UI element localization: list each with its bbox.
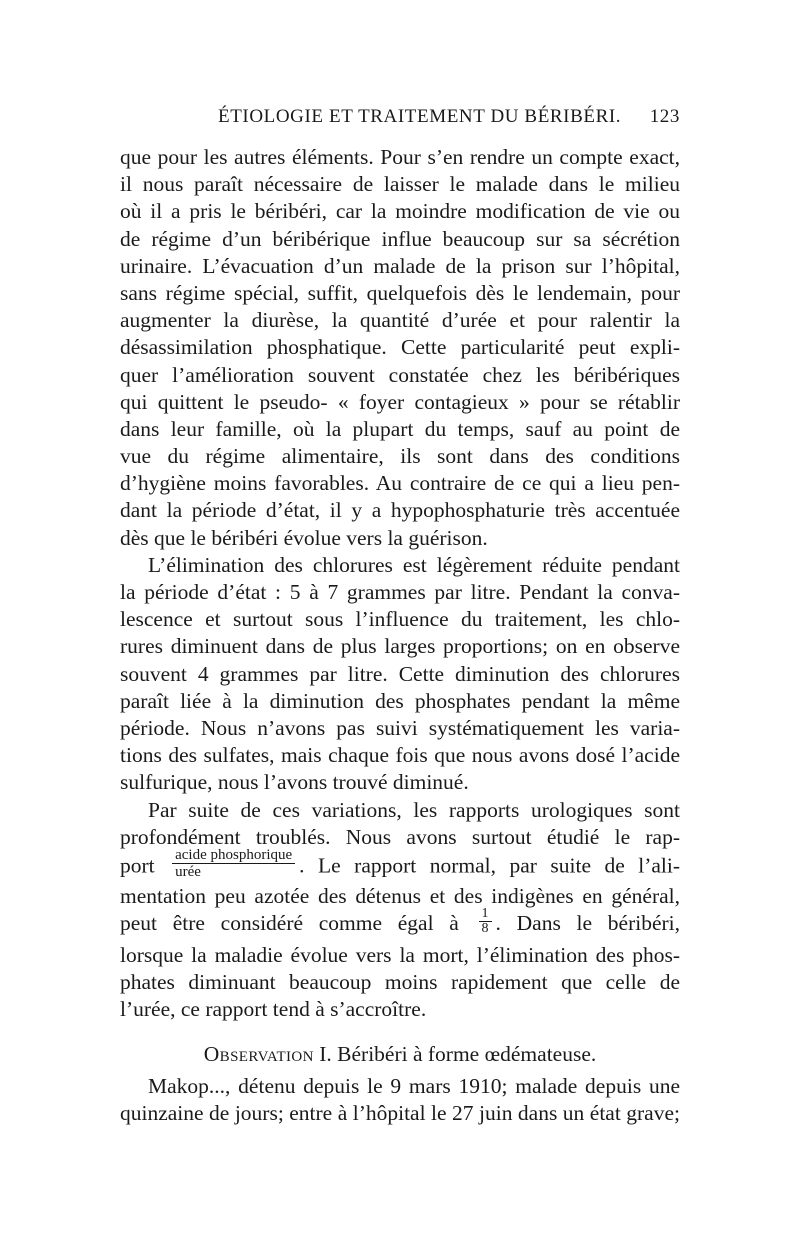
ratio-fraction — [172, 847, 295, 880]
text-line: dant la période d’état, il y a hypophosphaturie très accentuée — [120, 498, 680, 523]
text-line: augmenter la diurèse, la quantité d’urée et pour ralentir la — [120, 308, 680, 333]
observation-heading — [120, 1041, 680, 1068]
text-line: sulfurique, nous l’avons trouvé diminué. — [120, 770, 469, 795]
observation-heading-title: I. Béribéri à forme œdémateuse. — [313, 1042, 597, 1066]
text-line: qui quittent le pseudo- « foyer contagieux » pour se rétablir — [120, 389, 680, 414]
text-line: L’élimination des chlorures est légèrement réduite pendant — [148, 552, 680, 577]
text-line: période. Nous n’avons pas suivi systématiquement les varia- — [120, 715, 680, 740]
text-line: lorsque la maladie évolue vers la mort, l’élimination des phos- — [120, 943, 680, 968]
ratio-line-start: port — [120, 853, 155, 878]
ratio-line-end: . Le rapport normal, par suite de l’ali- — [299, 853, 680, 878]
page-number: 123 — [649, 106, 680, 127]
text-line: profondément troublés. Nous avons surtout étudié le rap- — [120, 824, 680, 849]
text-line: urinaire. L’évacuation d’un malade de la prison sur l’hôpital, — [120, 253, 680, 278]
text-line: paraît liée à la diminution des phosphates pendant la même — [120, 688, 680, 713]
fraction-line-end: . Dans le béribéri, — [495, 911, 680, 936]
running-head — [120, 106, 680, 136]
text-line: rures diminuent dans de plus larges proportions; on en observe — [120, 634, 680, 659]
ratio-numerator: acide phosphorique — [172, 847, 295, 864]
text-line: dès que le béribéri évolue vers la guérison. — [120, 525, 488, 550]
text-line: vue du régime alimentaire, ils sont dans des conditions — [120, 444, 680, 469]
text-line: Par suite de ces variations, les rapports urologiques sont — [148, 797, 680, 822]
ratio-denominator: urée — [175, 863, 201, 880]
text-line: l’urée, ce rapport tend à s’accroître. — [120, 997, 427, 1022]
body-text — [120, 144, 680, 1024]
fraction-line-start: peut être considéré comme égal à — [120, 911, 459, 936]
text-line: mentation peu azotée des détenus et des indigènes en général, — [120, 883, 680, 908]
running-head-title: ÉTIOLOGIE ET TRAITEMENT DU BÉRIBÉRI. — [218, 106, 622, 127]
text-line: quer l’amélioration souvent constatée chez les béribériques — [120, 362, 680, 387]
fraction-numerator: 1 — [479, 907, 492, 922]
text-line: de régime d’un béribérique influe beaucoup sur sa sécrétion — [120, 226, 680, 251]
text-line: la période d’état : 5 à 7 grammes par litre. Pendant la conva- — [120, 580, 680, 604]
text-line: quinzaine de jours; entre à l’hôpital le 27 juin dans un état grave; — [120, 1101, 680, 1126]
text-line: il nous paraît nécessaire de laisser le malade dans le milieu — [120, 172, 680, 197]
text-line: Makop..., détenu depuis le 9 mars 1910; malade depuis une — [148, 1074, 680, 1098]
text-line: sans régime spécial, suffit, quelquefois dès le lendemain, pour — [120, 280, 680, 305]
text-line: que pour les autres éléments. Pour s’en rendre un compte exact, — [120, 145, 680, 169]
observation-text — [120, 1073, 680, 1127]
fraction-line — [120, 905, 680, 942]
text-line: désassimilation phosphatique. Cette particularité peut expli- — [120, 335, 680, 360]
text-line: d’hygiène moins favorables. Au contraire de ce qui a lieu pen- — [120, 471, 680, 496]
observation-heading-label: Observation — [203, 1042, 314, 1066]
text-line: tions des sulfates, mais chaque fois que nous avons dosé l’acide — [120, 743, 680, 768]
text-line: où il a pris le béribéri, car la moindre modification de vie ou — [120, 199, 680, 224]
ratio-line — [120, 846, 680, 883]
fraction-denominator: 8 — [481, 920, 489, 936]
one-eighth-fraction — [479, 907, 492, 936]
text-line: lescence et surtout sous l’influence du traitement, les chlo- — [120, 607, 680, 632]
text-line: souvent 4 grammes par litre. Cette diminution des chlorures — [120, 661, 680, 686]
text-line: dans leur famille, où la plupart du temps, sauf au point de — [120, 416, 680, 441]
text-line: phates diminuant beaucoup moins rapidement que celle de — [120, 970, 680, 995]
